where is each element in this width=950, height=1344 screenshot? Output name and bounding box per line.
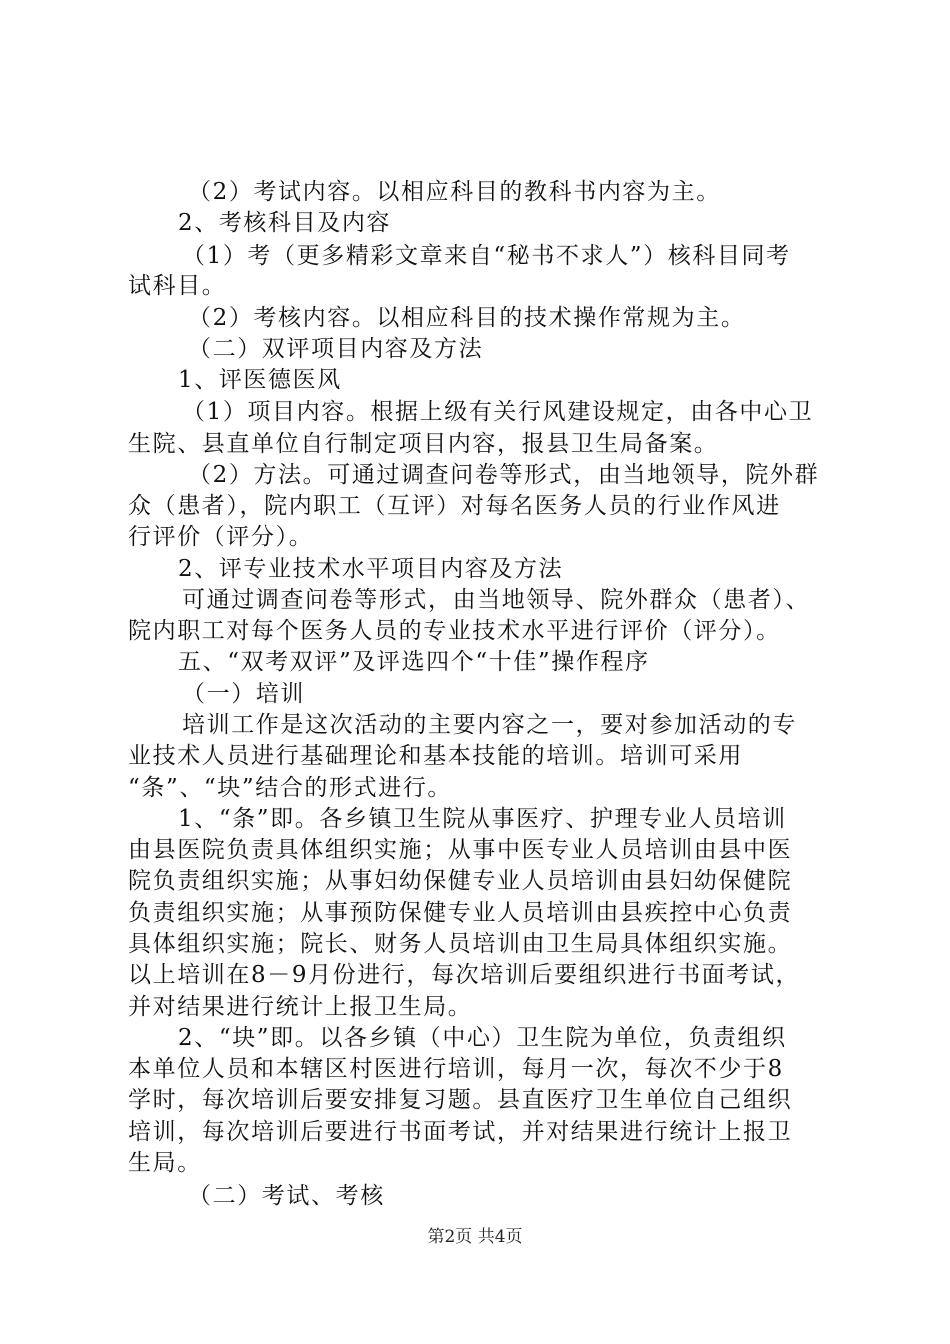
- text-line: （二）双评项目内容及方法: [188, 336, 484, 362]
- text-line: 院内职工对每个医务人员的专业技术水平进行评价（评分）。: [128, 618, 781, 644]
- text-line: 2、“块”即。以各乡镇（中心）卫生院为单位，负责组织: [178, 1025, 787, 1051]
- text-line: 2、考核科目及内容: [178, 210, 392, 236]
- text-line: 1、评医德医风: [178, 367, 342, 393]
- text-line: 业技术人员进行基础理论和基本技能的培训。培训可采用: [128, 743, 743, 769]
- text-line: 由县医院负责具体组织实施；从事中医专业人员培训由县中医: [128, 837, 793, 863]
- text-line: “条”、“块”结合的形式进行。: [128, 775, 453, 801]
- text-line: （二）考试、考核: [188, 1183, 385, 1209]
- text-line: 五、“双考双评”及评选四个“十佳”操作程序: [178, 649, 650, 675]
- text-line: 2、评专业技术水平项目内容及方法: [178, 556, 564, 582]
- text-line: 学时，每次培训后要安排复习题。县直医疗卫生单位自己组织: [128, 1087, 793, 1113]
- text-line: （2）考核内容。以相应科目的技术操作常规为主。: [188, 305, 746, 331]
- text-line: 试科目。: [128, 273, 227, 299]
- text-line: （2）考试内容。以相应科目的教科书内容为主。: [188, 179, 721, 205]
- text-line: 众（患者），院内职工（互评）对每名医务人员的行业作风进: [128, 493, 781, 519]
- text-line: 可通过调查问卷等形式，由当地领导、院外群众（患者）、: [182, 587, 811, 613]
- text-line: 负责组织实施；从事预防保健专业人员培训由县疾控中心负责: [128, 900, 793, 926]
- text-line: 培训，每次培训后要进行书面考试，并对结果进行统计上报卫: [128, 1119, 793, 1145]
- text-line: （一）培训: [182, 681, 305, 707]
- text-line: 并对结果进行统计上报卫生局。: [128, 994, 473, 1020]
- text-line: 培训工作是这次活动的主要内容之一，要对参加活动的专: [182, 712, 797, 738]
- text-line: （1）项目内容。根据上级有关行风建设规定，由各中心卫: [182, 399, 814, 425]
- text-line: （2）方法。可通过调查问卷等形式，由当地领导，院外群: [188, 462, 820, 488]
- text-line: 具体组织实施；院长、财务人员培训由卫生局具体组织实施。: [128, 931, 793, 957]
- text-line: 1、“条”即。各乡镇卫生院从事医疗、护理专业人员培训: [178, 806, 787, 832]
- text-line: 院负责组织实施；从事妇幼保健专业人员培训由县妇幼保健院: [128, 868, 793, 894]
- text-line: 行评价（评分）。: [128, 524, 314, 550]
- text-line: 生院、县直单位自行制定项目内容，报县卫生局备案。: [128, 431, 719, 457]
- page-footer: 第2页 共4页: [427, 1227, 523, 1247]
- text-line: 生局。: [128, 1150, 202, 1176]
- text-line: 以上培训在8－9月份进行，每次培训后要组织进行书面考试，: [128, 962, 801, 988]
- text-line: （1）考（更多精彩文章来自“秘书不求人”）核科目同考: [182, 243, 791, 269]
- text-line: 本单位人员和本辖区村医进行培训，每月一次，每次不少于8: [128, 1056, 784, 1082]
